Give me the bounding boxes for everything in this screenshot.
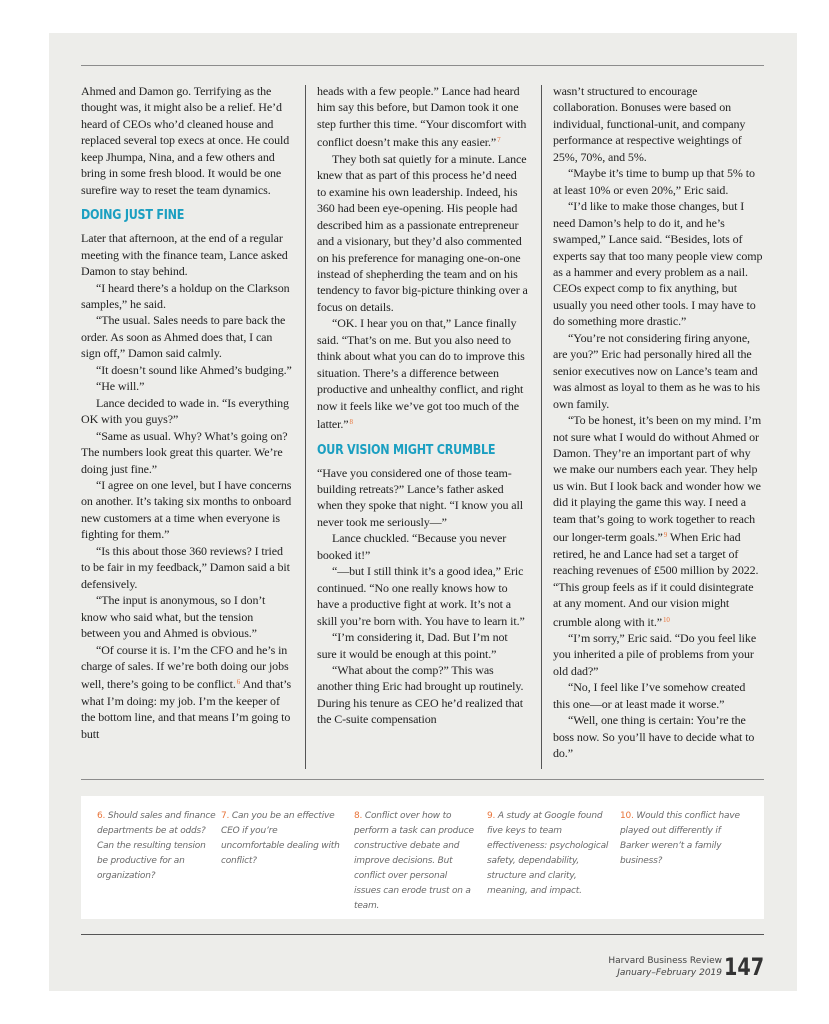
section-heading-our-vision-might-crumble: OUR VISION MIGHT CRUMBLE	[317, 442, 496, 458]
paragraph: “He will.”	[96, 379, 145, 394]
footnote-text: Conflict over how to perform a task can produce constructive debate and improve decisions. But conflict over personal issues can erode trust on a team.	[354, 811, 474, 911]
paragraph: “I’m considering it, Dad. But I’m not sure it would be enough at this point.”	[317, 630, 508, 661]
footnote-8	[354, 809, 474, 914]
footnote-ref-8[interactable]: 8	[349, 418, 353, 427]
paragraph: “I heard there’s a holdup on the Clarkson samples,” he said.	[81, 280, 290, 311]
article-columns	[81, 83, 764, 771]
page-number: 147	[723, 953, 764, 981]
footnote-text: Can you be an effective CEO if you’re uncomfortable dealing with conflict?	[221, 811, 340, 866]
issue-date: January–February 2019	[617, 968, 722, 978]
column-3	[553, 83, 764, 771]
top-rule	[81, 65, 764, 66]
paragraph: “You’re not considering firing anyone, are you?” Eric had personally hired all the senior executives now on Lance’s team and was almost as loyal to them as he was to his own family.	[553, 330, 760, 411]
footnote-text: Should sales and finance departments be at odds? Can the resulting tension be productive for an organization?	[97, 811, 216, 881]
paragraph-text: heads with a few people.” Lance had heard him say this before, but Damon took it one step further this time. “Your discomfort with conflict doesn’t make this any easier.”	[317, 84, 527, 150]
paragraph-text: “Of course it is. I’m the CFO and he’s in charge of sales. If we’re both doing our jobs well, there’s going to be conflict.	[81, 642, 289, 692]
paragraph-text: “To be honest, it’s been on my mind. I’m not sure what I would do without Ahmed or Damon. They’re an important part of why we make our numbers each year. They help us win. But I look back and wonder how we did it playing the game this way. I need a team that’s going to work together to reach our longer-term goals.”	[553, 413, 762, 545]
paragraph: “Well, one thing is certain: You’re the boss now. So you’ll have to decide what to do.”	[553, 713, 755, 761]
publication-name: Harvard Business Review	[608, 956, 722, 966]
footnote-6	[97, 809, 217, 884]
column-divider	[305, 85, 306, 769]
paragraph: “What about the comp?” This was another thing Eric had brought up routinely. During his tenure as CEO he’d realized that the C-suite compensation	[317, 662, 524, 727]
paragraph: “Same as usual. Why? What’s going on? The numbers look great this quarter. We’re doing just fine.”	[81, 428, 288, 476]
footnote-number: 7.	[221, 811, 230, 821]
column-1	[81, 83, 292, 771]
column-divider	[541, 85, 542, 769]
paragraph: “I’m sorry,” Eric said. “Do you feel like you inherited a pile of problems from your old dad?”	[553, 630, 757, 678]
footnote-ref-9[interactable]: 9	[663, 531, 668, 540]
paragraph	[81, 642, 292, 743]
paragraph: Ahmed and Damon go. Terrifying as the thought was, it might also be a relief. He’d heard of CEOs who’d cleaned house and replaced several top execs at once. He could keep Jhumpa, Nina, and a few others and bring in some fresh blood. It would be one surefire way to reset the team dynamics.	[81, 84, 290, 197]
footnotes-box	[81, 796, 764, 919]
footnote-number: 9.	[487, 811, 496, 821]
footnote-number: 8.	[354, 811, 363, 821]
footnote-7	[221, 809, 341, 869]
footnote-ref-6[interactable]: 6	[236, 678, 241, 687]
paragraph	[317, 83, 528, 151]
footnote-10	[620, 809, 740, 869]
column-2	[317, 83, 528, 771]
paragraph	[553, 412, 764, 630]
paragraph	[317, 315, 528, 432]
paragraph: “The input is anonymous, so I don’t know who said what, but the tension between you and Ahmed is obvious.”	[81, 593, 266, 641]
magazine-page	[49, 33, 797, 991]
paragraph: Lance chuckled. “Because you never booked it!”	[317, 531, 507, 562]
footnote-number: 6.	[97, 811, 106, 821]
paragraph: “Is this about those 360 reviews? I tried to be fair in my feedback,” Damon said a bit defensively.	[81, 543, 290, 591]
footnote-number: 10.	[620, 811, 634, 821]
footnote-9	[487, 809, 615, 899]
paragraph: “Maybe it’s time to bump up that 5% to at least 10% or even 20%,” Eric said.	[553, 166, 755, 197]
footnote-ref-7[interactable]: 7	[497, 136, 501, 145]
paragraph: “The usual. Sales needs to pare back the order. As soon as Ahmed does that, I can sign off,” Damon said calmly.	[81, 313, 286, 361]
paragraph-text: When Eric had retired, he and Lance had set a target of reaching revenues of £500 million by 2022. “This group feels as if it could disintegrate at any moment. And our vision might crumble along with it.”	[553, 530, 759, 629]
paragraph: wasn’t structured to encourage collaboration. Bonuses were based on individual, functional-unit, and company performance at respective weightings of 25%, 70%, and 5%.	[553, 84, 746, 164]
paragraph: “I’d like to make those changes, but I need Damon’s help to do it, and he’s swamped,” Lance said. “Besides, lots of experts say that too many people view comp as a hammer and every problem as a nail. CEOs expect comp to fix anything, but usually you need other tools. I may have to do something more drastic.”	[553, 199, 763, 329]
footer-masthead	[608, 955, 722, 979]
footnote-text: Would this conflict have played out differently if Barker weren’t a family business?	[620, 811, 740, 866]
footnotes-rule	[81, 779, 764, 780]
paragraph-text: “OK. I hear you on that,” Lance finally said. “That’s on me. But you also need to think about what you can do to improve this situation. There’s a difference between productive and unhealthy conflict, and right now it feels like we’ve got too much of the latter.”	[317, 316, 525, 432]
paragraph: “No, I feel like I’ve somehow created this one—or at least made it worse.”	[553, 680, 746, 711]
paragraph: Lance decided to wade in. “Is everything OK with you guys?”	[81, 395, 289, 427]
paragraph: “—but I still think it’s a good idea,” Eric continued. “No one really knows how to have a productive fight at work. It’s not a skill you’re born with. You have to learn it.”	[317, 564, 525, 628]
paragraph: “Have you considered one of those team-building retreats?” Lance’s father asked when they spoke that night. “I know you all never took me seriously—”	[317, 465, 523, 529]
footer-rule	[81, 934, 764, 935]
paragraph: “I agree on one level, but I have concerns on another. It’s taking six months to onboard new customers at a time when everyone is fighting for them.”	[81, 477, 292, 542]
paragraph-text: And that’s what I’m doing: my job. I’m the keeper of the bottom line, and that means I’m going to butt	[81, 677, 292, 741]
footnote-text: A study at Google found five keys to team effectiveness: psychological safety, dependability, structure and clarity, meaning, and impact.	[487, 811, 609, 896]
section-heading-doing-just-fine: DOING JUST FINE	[81, 208, 185, 224]
footnote-ref-10[interactable]: 10	[663, 615, 670, 624]
paragraph: “It doesn’t sound like Ahmed’s budging.”	[96, 362, 292, 377]
paragraph: Later that afternoon, at the end of a regular meeting with the finance team, Lance asked Damon to stay behind.	[81, 231, 288, 279]
paragraph: They both sat quietly for a minute. Lance knew that as part of this process he’d need to examine his own leadership. Indeed, his 360 had been eye-opening. His people had described him as a passionate entrepreneur and a visionary, but they’d also commented on his preference for managing one-on-one instead of shepherding the team and on his tendency to favor big-picture thinking over a focus on details.	[317, 151, 528, 314]
